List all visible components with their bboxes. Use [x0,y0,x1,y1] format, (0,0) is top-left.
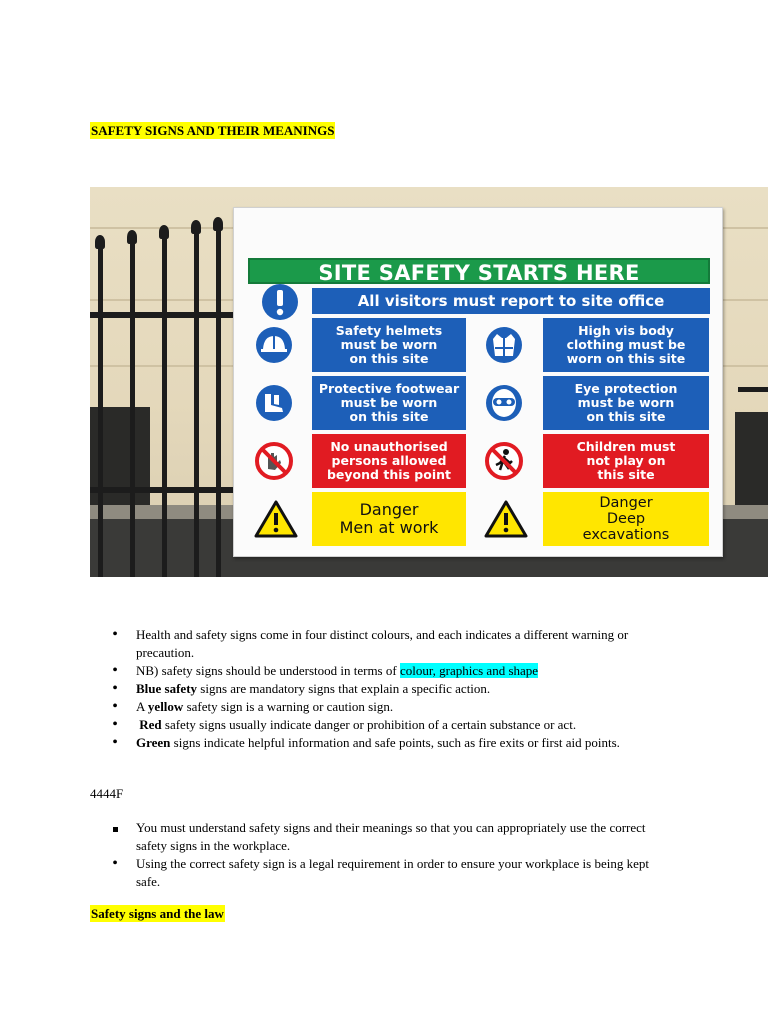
sign-danger-deep-excavations: Danger Deep excavations [543,492,709,546]
section-heading: Safety signs and the law [91,906,224,921]
railing-post [98,247,103,577]
sign-footwear: Protective footwear must be worn on this site [312,376,466,430]
sign-helmets: Safety helmets must be worn on this site [312,318,466,372]
bullet-icon [108,680,122,698]
sign-no-unauthorised: No unauthorised persons allowed beyond this point [312,434,466,488]
railing-finial [127,230,137,244]
list-item-text: You must understand safety signs and their meanings so that you can appropriately use the correct safety signs in the workplace. [136,820,646,853]
railing-post [216,229,221,577]
boot-icon [254,383,294,423]
bullet-icon [108,734,122,752]
list-item-text: Using the correct safety sign is a legal requirement in order to ensure your workplace is being kept safe. [136,856,649,889]
bullet-icon [108,855,122,873]
no-children-icon [484,441,524,481]
railing-post [130,242,135,577]
goggles-icon [484,383,524,423]
sign-children: Children must not play on this site [543,434,709,488]
bullet-icon [108,698,122,716]
warning-triangle-icon [484,499,528,539]
railing-bar [738,387,768,392]
helmet-icon [254,325,294,365]
safety-sign-photo [90,187,768,577]
visitors-notice: All visitors must report to site office [312,288,710,314]
list-item-text: A [136,699,148,714]
list-item [108,855,668,891]
bullet-icon [108,626,122,644]
list-item [108,626,668,662]
railing-finial [159,225,169,239]
list-item-text: signs are mandatory signs that explain a specific action. [197,681,491,696]
no-entry-hand-icon [254,441,294,481]
sign-eye-protection: Eye protection must be worn on this site [543,376,709,430]
sign-danger-men-at-work: Danger Men at work [312,492,466,546]
bold-term: yellow [147,699,184,714]
list-item-text: safety signs usually indicate danger or prohibition of a certain substance or act. [161,717,577,732]
page-heading: SAFETY SIGNS AND THEIR MEANINGS [91,123,335,138]
warning-triangle-icon [254,499,298,539]
railing-finial [213,217,223,231]
importance-list [108,819,668,891]
list-item [108,680,668,698]
railing-finial [191,220,201,234]
sign-hi-vis: High vis body clothing must be worn on this site [543,318,709,372]
sign-title: SITE SAFETY STARTS HERE [248,258,710,284]
list-item [108,734,668,752]
exclamation-icon [260,282,300,322]
bold-term: Red [139,717,162,732]
visitors-row [248,288,710,314]
bold-term: Green [136,735,171,750]
railing-finial [95,235,105,249]
list-item [108,698,668,716]
list-item [108,662,668,680]
railing-post [162,237,167,577]
colour-meanings-list [108,626,668,752]
square-bullet-icon [108,819,122,837]
list-item [108,716,668,734]
highlighted-text: colour, graphics and shape [399,663,539,678]
bullet-icon [108,716,122,734]
list-item [108,819,668,855]
bold-term: Blue safety [136,681,198,696]
hi-vis-vest-icon [484,325,524,365]
reference-code: 4444F [90,786,124,801]
list-item-text: Health and safety signs come in four distinct colours, and each indicates a different warning or precaution. [136,627,629,660]
railing-post [194,232,199,577]
window-opening [735,412,768,507]
safety-sign-board [233,207,723,557]
list-item-text: safety sign is a warning or caution sign. [183,699,394,714]
list-item-text: signs indicate helpful information and safe points, such as fire exits or first aid points. [170,735,620,750]
list-item-text: NB) safety signs should be understood in terms of [136,663,400,678]
bullet-icon [108,662,122,680]
